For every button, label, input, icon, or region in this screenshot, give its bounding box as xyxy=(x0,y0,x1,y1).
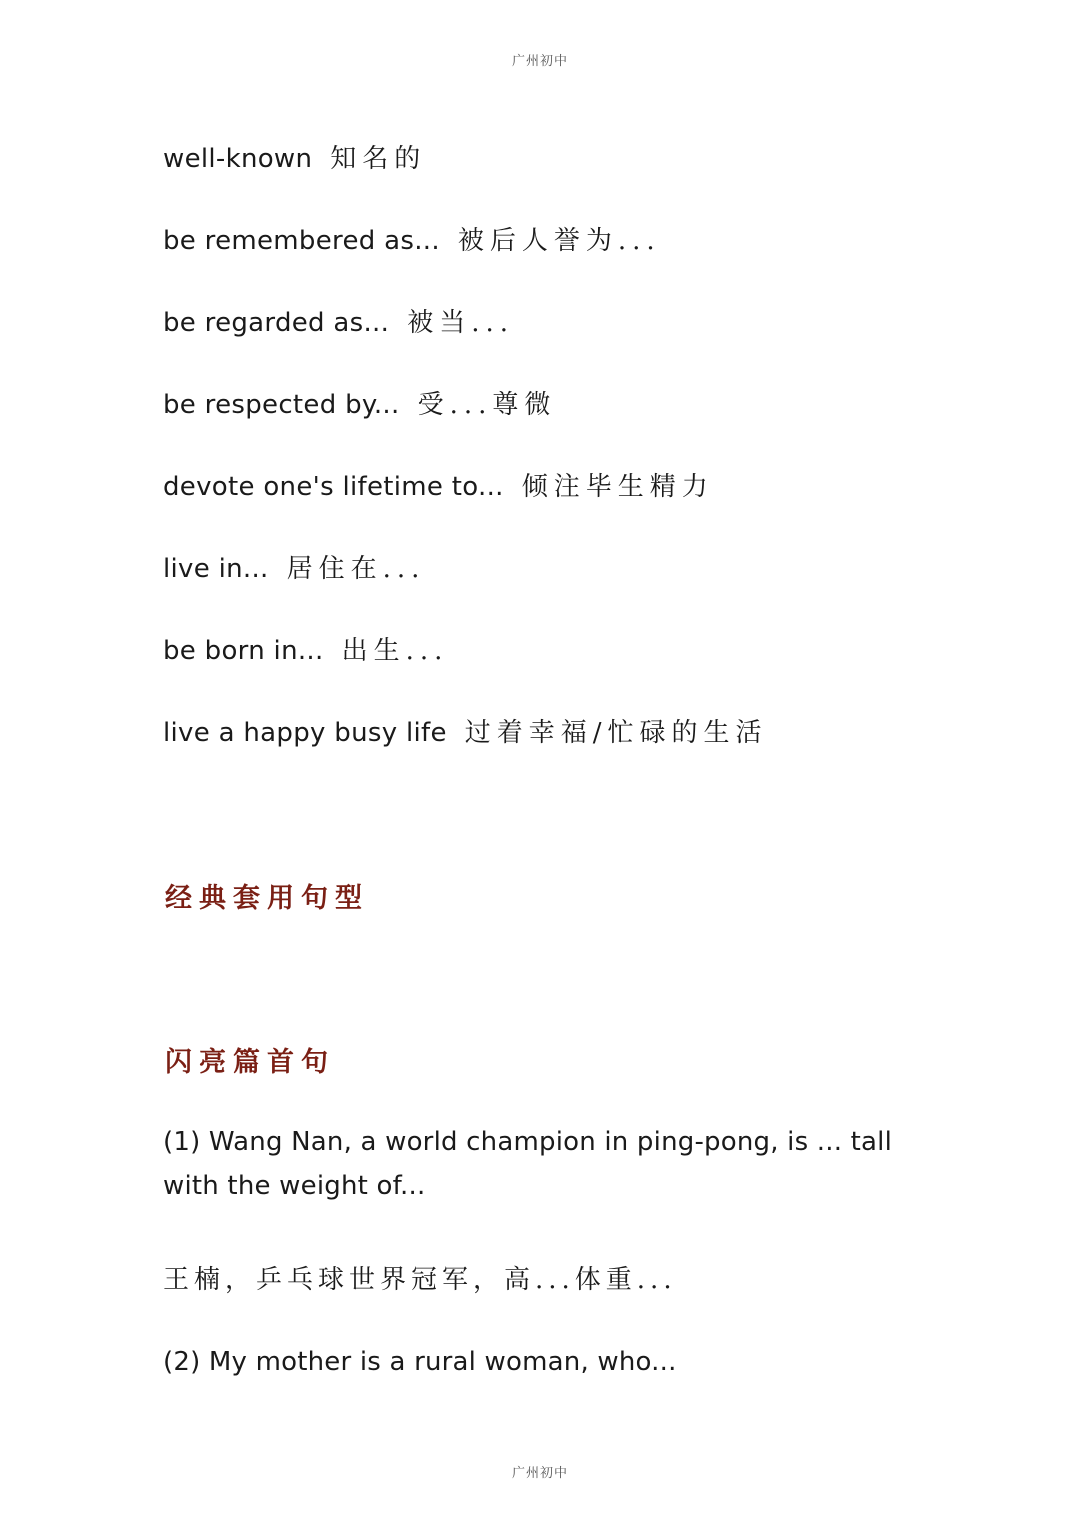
vocab-english: be remembered as... xyxy=(163,226,440,256)
vocab-item xyxy=(163,465,768,547)
vocab-chinese: 出生... xyxy=(341,636,449,666)
vocab-item xyxy=(163,137,768,219)
vocab-item xyxy=(163,629,768,711)
vocab-chinese: 受...尊微 xyxy=(417,390,557,420)
vocab-english: live a happy busy life xyxy=(163,718,447,748)
vocab-item xyxy=(163,301,768,383)
vocab-english: be born in... xyxy=(163,636,324,666)
vocab-item xyxy=(163,383,768,465)
sample-sentence-1-translation: 王楠，乒乓球世界冠军，高...体重... xyxy=(163,1265,677,1295)
vocab-english: be respected by... xyxy=(163,390,400,420)
section-heading-opening-sentences: 闪亮篇首句 xyxy=(165,1047,335,1078)
sample-sentence-1 xyxy=(163,1120,923,1208)
vocab-chinese: 知名的 xyxy=(330,144,427,174)
sample-sentence-1-line-1: (1) Wang Nan, a world champion in ping-pong, is ... tall xyxy=(163,1127,893,1157)
sample-sentence-1-line-2: with the weight of... xyxy=(163,1171,426,1201)
vocab-chinese: 过着幸福/忙碌的生活 xyxy=(464,718,768,748)
vocab-english: be regarded as... xyxy=(163,308,390,338)
vocab-list xyxy=(163,137,768,793)
vocab-chinese: 居住在... xyxy=(286,554,426,584)
vocab-chinese: 被当... xyxy=(407,308,514,338)
vocab-item xyxy=(163,547,768,629)
vocab-english: devote one's lifetime to... xyxy=(163,472,504,502)
vocab-item xyxy=(163,711,768,793)
vocab-chinese: 被后人誉为... xyxy=(457,226,661,256)
section-heading-classic-patterns: 经典套用句型 xyxy=(165,883,369,914)
vocab-english: well-known xyxy=(163,144,313,174)
sample-sentence-2: (2) My mother is a rural woman, who... xyxy=(163,1347,677,1377)
page-header: 广州初中 xyxy=(511,54,568,69)
vocab-item xyxy=(163,219,768,301)
vocab-english: live in... xyxy=(163,554,269,584)
vocab-chinese: 倾注毕生精力 xyxy=(521,472,714,502)
page-footer: 广州初中 xyxy=(511,1466,568,1481)
